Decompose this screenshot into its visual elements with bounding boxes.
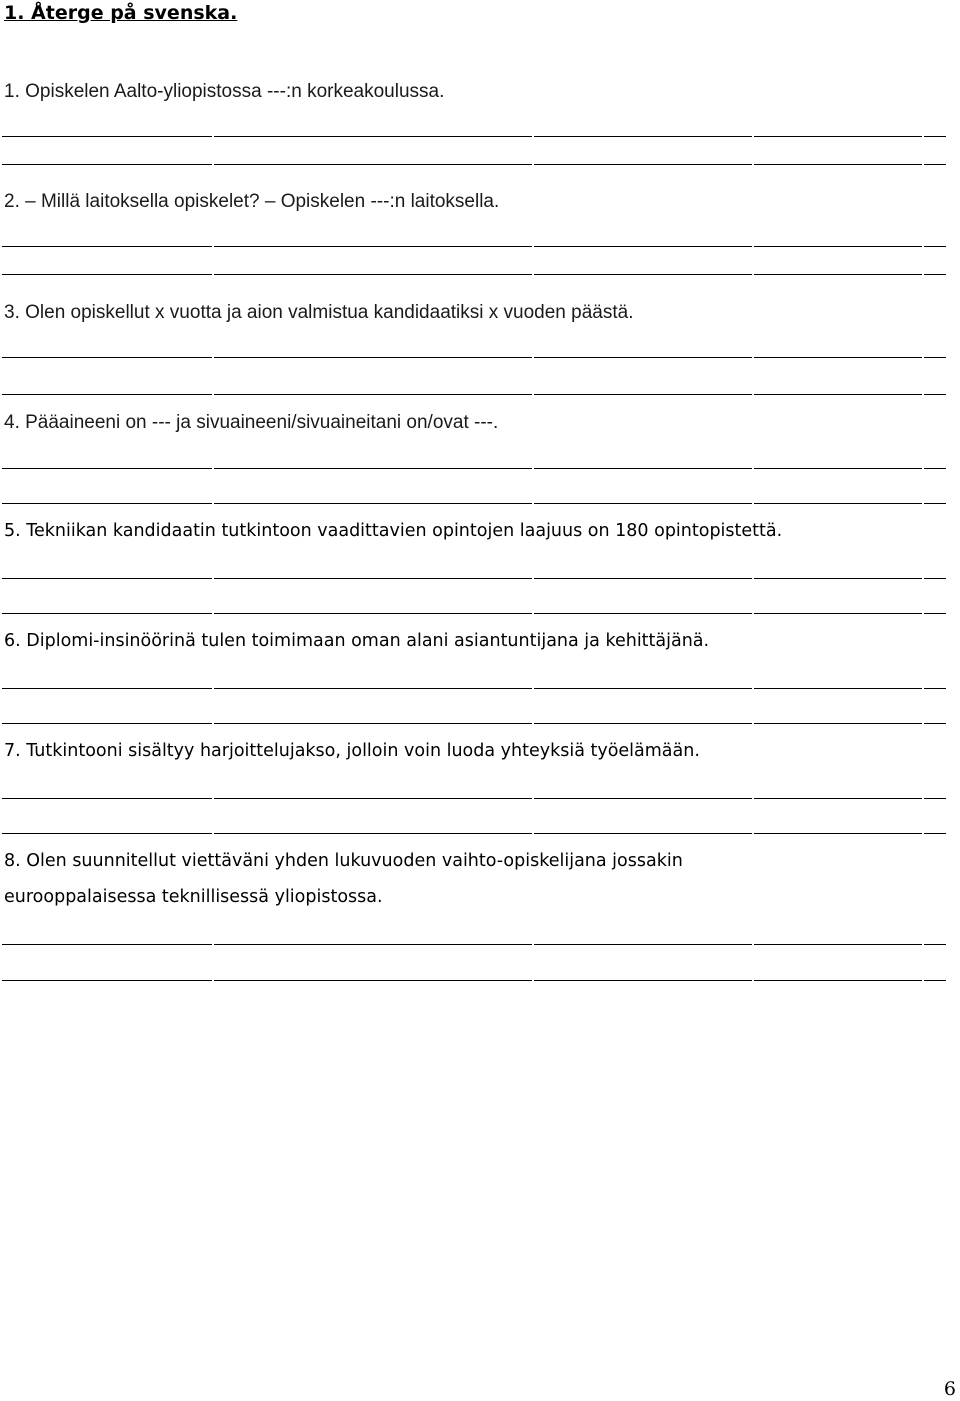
line-gap — [752, 578, 754, 579]
line-gap — [212, 274, 214, 275]
line-gap — [752, 798, 754, 799]
line-gap — [752, 980, 754, 981]
line-gap — [922, 578, 924, 579]
answer-line[interactable] — [2, 688, 946, 689]
line-gap — [212, 246, 214, 247]
answer-line[interactable] — [2, 798, 946, 799]
line-gap — [922, 613, 924, 614]
question-2: 2. – Millä laitoksella opiskelet? – Opiskelen ---:n laitoksella. — [4, 191, 500, 212]
exercise-heading: 1. Återge på svenska. — [4, 2, 238, 24]
line-gap — [532, 833, 534, 834]
line-gap — [532, 246, 534, 247]
line-gap — [922, 164, 924, 165]
line-gap — [922, 468, 924, 469]
question-4: 4. Pääaineeni on --- ja sivuaineeni/sivuaineitani on/ovat ---. — [4, 412, 499, 433]
line-gap — [752, 246, 754, 247]
line-gap — [532, 613, 534, 614]
answer-line[interactable] — [2, 944, 946, 945]
line-gap — [532, 503, 534, 504]
line-gap — [532, 723, 534, 724]
line-gap — [532, 274, 534, 275]
line-gap — [922, 503, 924, 504]
line-gap — [212, 980, 214, 981]
answer-line[interactable] — [2, 833, 946, 834]
line-gap — [532, 136, 534, 137]
line-gap — [212, 503, 214, 504]
answer-line[interactable] — [2, 980, 946, 981]
line-gap — [212, 468, 214, 469]
line-gap — [752, 613, 754, 614]
line-gap — [532, 357, 534, 358]
line-gap — [922, 357, 924, 358]
line-gap — [212, 798, 214, 799]
line-gap — [212, 164, 214, 165]
line-gap — [922, 798, 924, 799]
line-gap — [532, 688, 534, 689]
line-gap — [212, 833, 214, 834]
line-gap — [922, 980, 924, 981]
line-gap — [532, 798, 534, 799]
question-6: 6. Diplomi-insinöörinä tulen toimimaan oman alani asiantuntijana ja kehittäjänä. — [4, 631, 710, 651]
answer-line[interactable] — [2, 136, 946, 137]
answer-line[interactable] — [2, 164, 946, 165]
question-8-line-1: 8. Olen suunnitellut viettäväni yhden lukuvuoden vaihto-opiskelijana jossakin — [4, 851, 683, 871]
line-gap — [532, 944, 534, 945]
line-gap — [212, 723, 214, 724]
line-gap — [922, 944, 924, 945]
answer-line[interactable] — [2, 246, 946, 247]
line-gap — [752, 833, 754, 834]
line-gap — [752, 503, 754, 504]
answer-line[interactable] — [2, 613, 946, 614]
line-gap — [752, 394, 754, 395]
line-gap — [212, 578, 214, 579]
line-gap — [752, 164, 754, 165]
line-gap — [922, 723, 924, 724]
line-gap — [922, 274, 924, 275]
answer-line[interactable] — [2, 503, 946, 504]
line-gap — [532, 468, 534, 469]
line-gap — [922, 833, 924, 834]
line-gap — [212, 944, 214, 945]
line-gap — [532, 980, 534, 981]
line-gap — [922, 394, 924, 395]
line-gap — [752, 357, 754, 358]
question-8-line-2: eurooppalaisessa teknillisessä yliopistossa. — [4, 887, 383, 907]
line-gap — [752, 468, 754, 469]
page-number: 6 — [943, 1378, 956, 1400]
answer-line[interactable] — [2, 394, 946, 395]
question-1: 1. Opiskelen Aalto-yliopistossa ---:n korkeakoulussa. — [4, 81, 445, 102]
line-gap — [532, 578, 534, 579]
question-3: 3. Olen opiskellut x vuotta ja aion valmistua kandidaatiksi x vuoden päästä. — [4, 302, 634, 323]
line-gap — [922, 688, 924, 689]
line-gap — [212, 613, 214, 614]
line-gap — [212, 136, 214, 137]
line-gap — [752, 944, 754, 945]
line-gap — [752, 274, 754, 275]
answer-line[interactable] — [2, 578, 946, 579]
line-gap — [922, 136, 924, 137]
line-gap — [752, 723, 754, 724]
question-5: 5. Tekniikan kandidaatin tutkintoon vaadittavien opintojen laajuus on 180 opintopistettä. — [4, 521, 783, 541]
answer-line[interactable] — [2, 357, 946, 358]
answer-line[interactable] — [2, 723, 946, 724]
line-gap — [212, 357, 214, 358]
line-gap — [532, 394, 534, 395]
line-gap — [532, 164, 534, 165]
answer-line[interactable] — [2, 274, 946, 275]
line-gap — [922, 246, 924, 247]
line-gap — [212, 394, 214, 395]
answer-line[interactable] — [2, 468, 946, 469]
line-gap — [212, 688, 214, 689]
question-7: 7. Tutkintooni sisältyy harjoittelujakso, jolloin voin luoda yhteyksiä työelämään. — [4, 741, 700, 761]
line-gap — [752, 688, 754, 689]
line-gap — [752, 136, 754, 137]
